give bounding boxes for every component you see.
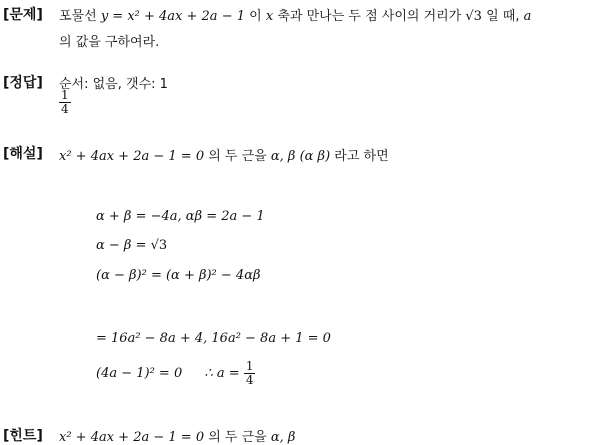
solution-equation: x² + 4ax + 2a − 1 = 0 [59, 149, 205, 164]
problem-line-2: 의 값을 구하여라. [59, 35, 160, 50]
solution-roots: α, β [270, 149, 296, 164]
answer-frac-num: 1 [61, 88, 69, 102]
problem-label: [문제] [3, 7, 43, 23]
problem-intro: 포물선 [59, 9, 97, 24]
solution-step-1: α + β = −4a, αβ = 2a − 1 [96, 209, 265, 224]
solution-step-5-fraction [244, 360, 256, 387]
answer-frac-den: 4 [61, 102, 69, 116]
solution-step-5-eq: (4a − 1)² = 0 [96, 366, 183, 381]
hint-text: 의 두 근을 [208, 430, 267, 445]
solution-step-2-lhs: α − β = [96, 238, 147, 253]
solution-step-5-num: 1 [245, 359, 254, 373]
problem-text-end: 일 때, [486, 9, 520, 24]
solution-step-2-rhs: √3 [150, 238, 168, 253]
solution-step-3: (α − β)² = (α + β)² − 4αβ [96, 268, 261, 283]
solution-paren: (α β) [299, 149, 331, 164]
hint-roots: α, β [270, 430, 296, 445]
problem-equation: y = x² + 4ax + 2a − 1 [100, 9, 245, 24]
hint-equation: x² + 4ax + 2a − 1 = 0 [59, 430, 205, 445]
solution-text-2: 라고 하면 [334, 149, 389, 164]
solution-label: [해설] [3, 146, 43, 162]
solution-step-2 [96, 238, 167, 253]
solution-text-1: 의 두 근을 [208, 149, 267, 164]
answer-text: 순서: 없음, 갯수: 1 [59, 77, 168, 92]
solution-step-5-therefore: ∴ a = [204, 366, 240, 381]
solution-step-5-den: 4 [245, 373, 254, 387]
problem-line-1 [59, 5, 531, 24]
answer-fraction [59, 89, 71, 116]
problem-distance: √3 [465, 9, 482, 24]
solution-step-4: = 16a² − 8a + 4, 16a² − 8a + 1 = 0 [96, 331, 331, 346]
solution-intro [59, 145, 389, 164]
hint-line [59, 426, 295, 445]
hint-label: [힌트] [3, 428, 43, 444]
answer-label: [정답] [3, 75, 43, 91]
problem-axis-var: x [265, 9, 274, 24]
solution-step-5 [96, 360, 255, 387]
problem-text-after: 축과 만나는 두 점 사이의 거리가 [277, 9, 462, 24]
problem-mid: 이 [249, 9, 262, 24]
problem-var-a: a [523, 9, 532, 24]
